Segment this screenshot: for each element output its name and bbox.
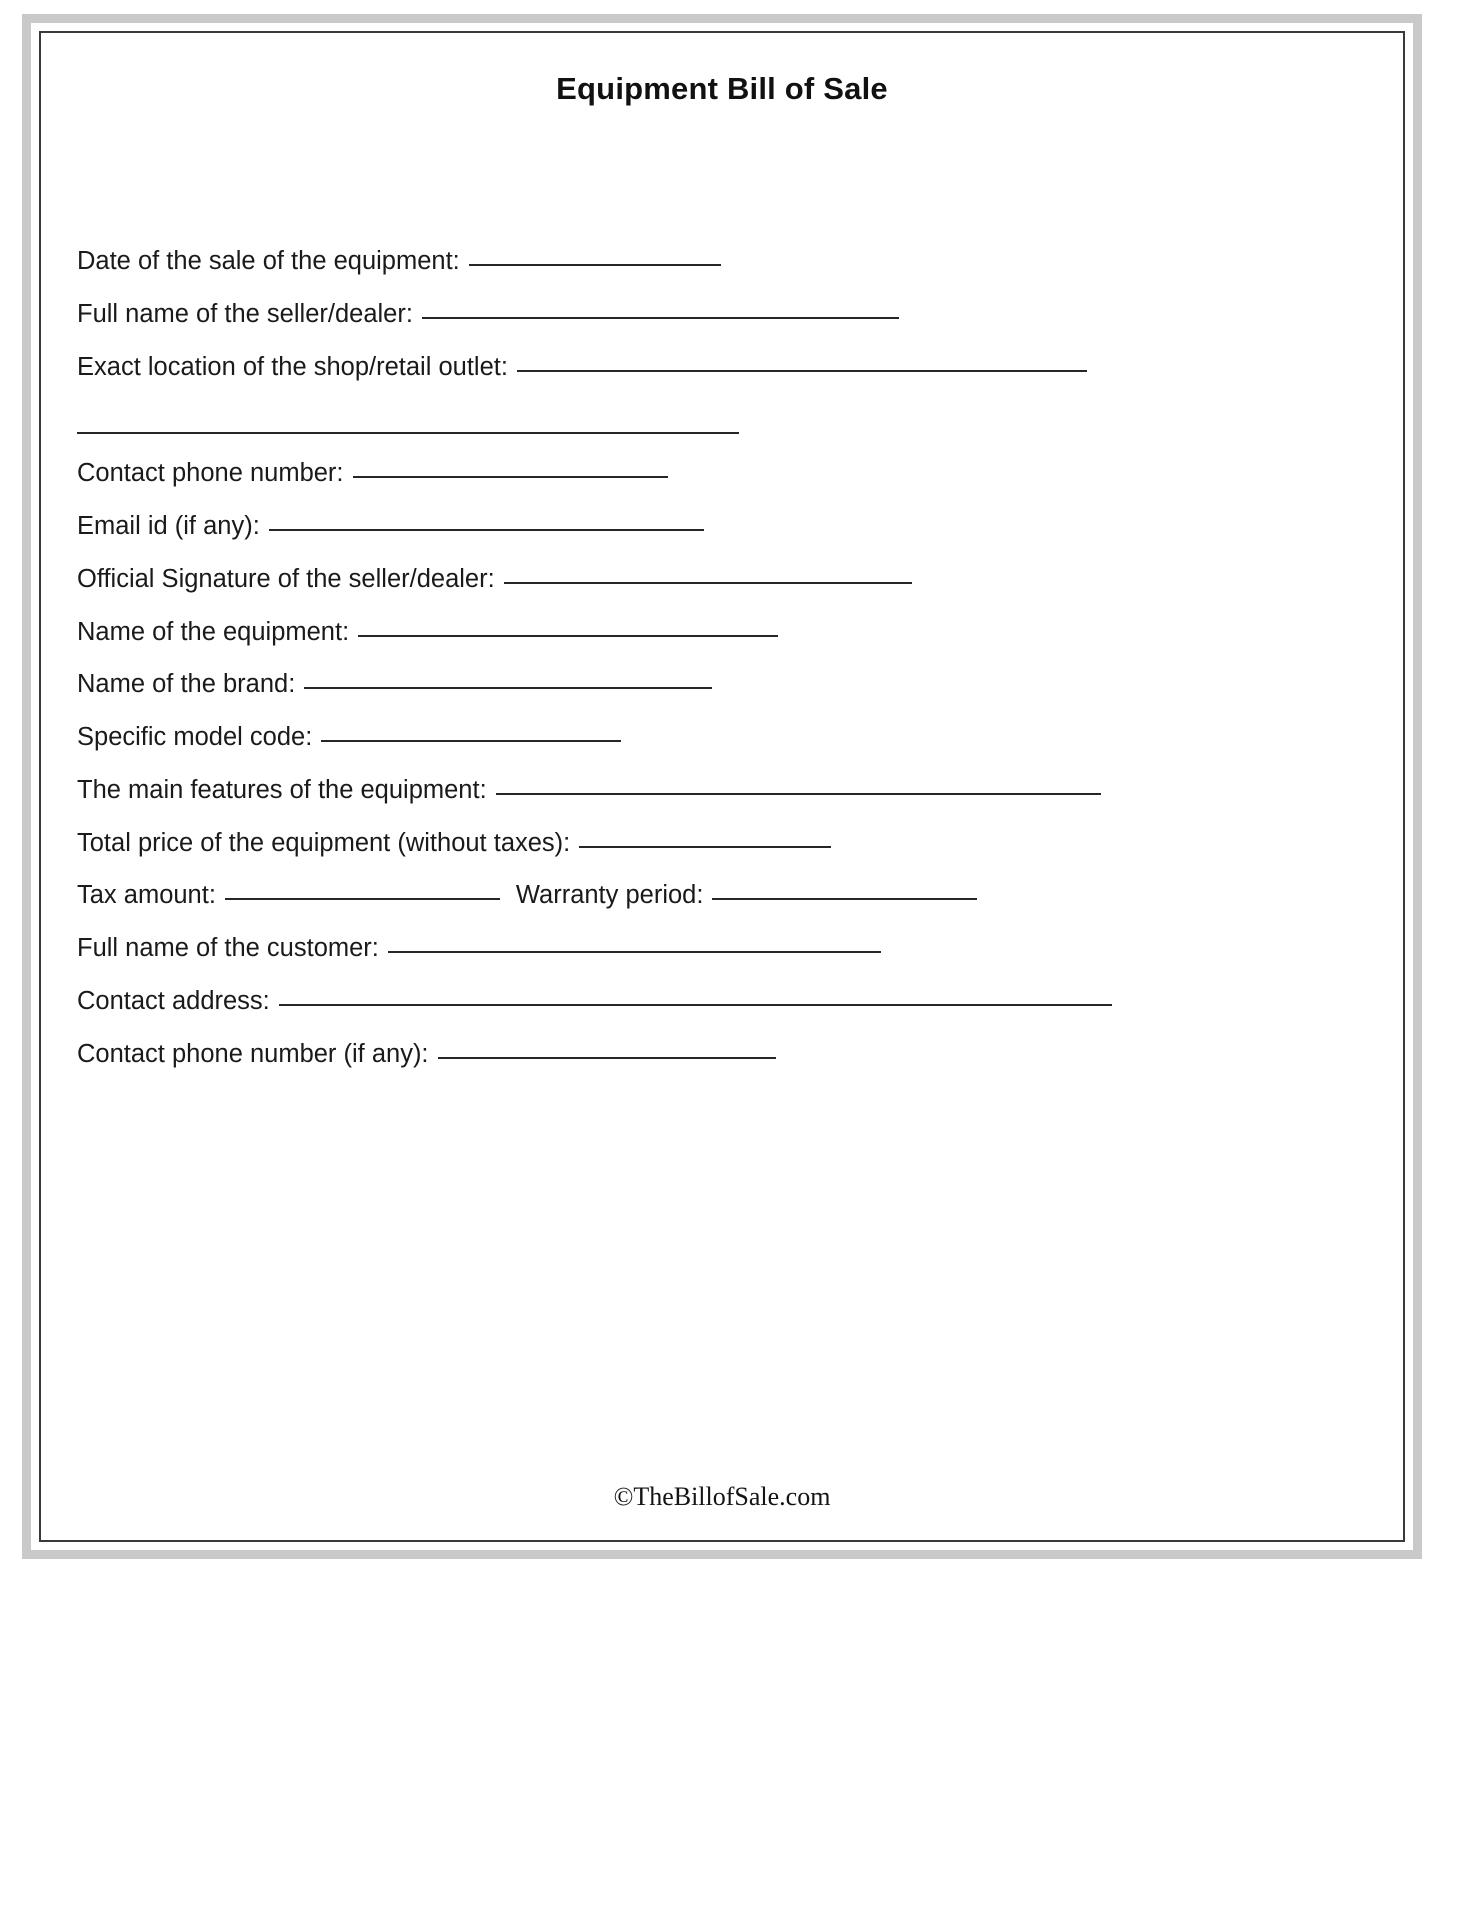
form-field-row <box>77 1041 1373 1068</box>
form-field-row <box>77 724 1373 751</box>
blank-rule[interactable] <box>469 264 721 266</box>
form-field-row <box>77 830 1373 857</box>
blank-rule[interactable] <box>579 846 831 848</box>
field-label: Name of the equipment: <box>77 617 350 646</box>
field-label: Email id (if any): <box>77 512 260 541</box>
blank-rule[interactable] <box>269 529 704 531</box>
blank-rule[interactable] <box>438 1057 776 1059</box>
blank-rule[interactable] <box>504 582 912 584</box>
blank-rule[interactable] <box>279 1004 1112 1006</box>
field-label: Name of the brand: <box>77 670 296 699</box>
form-field-row <box>77 671 1373 698</box>
form-field-row <box>77 513 1373 540</box>
form-field-row <box>77 988 1373 1015</box>
form-field-row <box>77 354 1373 381</box>
blank-rule[interactable] <box>77 432 739 434</box>
blank-rule[interactable] <box>225 898 500 900</box>
blank-rule[interactable] <box>358 635 778 637</box>
blank-rule[interactable] <box>304 687 712 689</box>
blank-rule[interactable] <box>321 740 621 742</box>
page-title: Equipment Bill of Sale <box>556 71 888 106</box>
field-label: Specific model code: <box>77 723 313 752</box>
document-sheet <box>39 31 1405 1542</box>
field-label: Total price of the equipment (without taxes): <box>77 828 571 857</box>
form-field-row <box>77 935 1373 962</box>
field-label: Exact location of the shop/retail outlet: <box>77 352 508 381</box>
blank-rule[interactable] <box>388 951 881 953</box>
blank-rule[interactable] <box>422 317 899 319</box>
field-label: Contact address: <box>77 986 270 1015</box>
form-field-continuation-rule <box>77 406 1373 434</box>
form-field-row <box>77 248 1373 275</box>
field-label: The main features of the equipment: <box>77 775 487 804</box>
page-frame <box>22 14 1422 1559</box>
form-field-row <box>77 460 1373 487</box>
field-label: Tax amount: <box>77 881 216 910</box>
form-field-row <box>77 777 1373 804</box>
form-field-row <box>77 301 1373 328</box>
form-fields <box>77 248 1373 1093</box>
form-field-row <box>77 566 1373 593</box>
footer-copyright: ©TheBillofSale.com <box>613 1482 831 1511</box>
field-label: Full name of the seller/dealer: <box>77 299 413 328</box>
form-field-row <box>77 882 1373 909</box>
blank-rule[interactable] <box>496 793 1101 795</box>
field-label: Contact phone number: <box>77 459 344 488</box>
form-field-row <box>77 619 1373 646</box>
field-label: Date of the sale of the equipment: <box>77 247 460 275</box>
blank-rule[interactable] <box>517 370 1087 372</box>
blank-rule[interactable] <box>712 898 977 900</box>
field-label-secondary: Warranty period: <box>515 881 704 910</box>
field-label: Official Signature of the seller/dealer: <box>77 564 495 593</box>
blank-rule[interactable] <box>353 476 668 478</box>
field-label: Contact phone number (if any): <box>77 1039 429 1068</box>
field-label: Full name of the customer: <box>77 934 379 963</box>
